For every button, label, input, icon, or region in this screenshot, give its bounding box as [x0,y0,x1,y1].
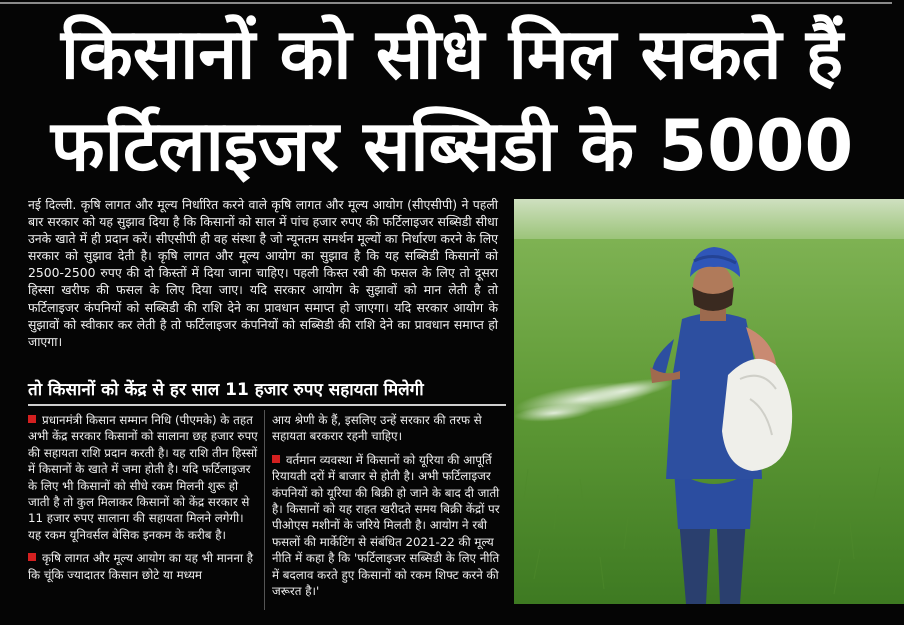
intro-paragraph: नई दिल्ली. कृषि लागत और मूल्य निर्धारित करने वाले कृषि लागत और मूल्य आयोग (सीएसीपी) ने पहली बार सरकार को यह सुझाव दिया है कि किसानों को साल में पांच हजार रुपए की फर्टिलाइजर सब्सिडी सीधा उनके खाते में ही प्रदान करें। सीएसीपी ही वह संस्था है जो न्यूनतम समर्थन मूल्यों का निर्धारण करने के लिए सरकार को सुझाव देती है। कृषि लागत और मूल्य आयोग का सुझाव है कि यह सब्सिडी किसानों को 2500-2500 रुपए की दो किस्तों में दिया जाना चाहिए। पहली किस्त रबी की फसल के लिए तो दूसरा हिस्सा खरीफ की फसल के लिए दिया जाए। यदि सरकार आयोग के सुझावों को मान लेती है तो फर्टिलाइजर कंपनियों को सब्सिडी की राशि देने का प्रावधान समाप्त हो जाएगा। यदि सरकार आयोग के सुझावों को स्वीकार कर लेती है तो फर्टिलाइजर कंपनियों को सब्सिडी की राशि देने का प्रावधान समाप्त हो जाएगा। [28,197,498,349]
bullet-square-icon [272,455,280,463]
bullet-square-icon [28,415,36,423]
right-paragraph-2 [272,452,504,600]
subheading-underline [28,404,506,406]
subheading: तो किसानों को केंद्र से हर साल 11 हजार रुपए सहायता मिलेगी [28,380,424,400]
headline-line-2: फर्टिलाइजर सब्सिडी के 5000 [50,105,854,187]
headline-line-1: किसानों को सीधे मिल सकते हैं [60,13,844,95]
right-paragraph-1: आय श्रेणी के हैं, इसलिए उन्हें सरकार की तरफ से सहायता बरकरार रहनी चाहिए। [272,413,482,444]
farmer-photo [514,199,904,604]
left-paragraph-1-text: प्रधानमंत्री किसान सम्मान निधि (पीएमके) के तहत अभी केंद्र सरकार किसानों को सालाना छह हजार रुपए की सहायता राशि प्रदान करती है। यह राशि तीन हिस्सों में किसानों के खाते में जमा होती है। यदि फर्टिलाइजर के लिए भी किसानों को सीधे रकम मिलनी शुरू हो जाती है तो कुल मिलाकर किसानों को केंद्र सरकार से 11 हजार रुपए सालाना की सहायता मिलने लगेगी। यह रकम यूनिवर्सल बेसिक इनकम के करीब है। [28,413,258,542]
top-rule [0,2,892,4]
right-paragraph-2-text: वर्तमान व्यवस्था में किसानों को यूरिया की आपूर्ति रियायती दरों में बाजार से होती है। अभी फर्टिलाइजर कंपनियों को यूरिया की बिक्री हो जाने के बाद दी जाती है। किसानों को यह राहत खरीदते समय बिक्री केंद्रों पर पीओएस मशीनों के जरिये मिलती है। आयोग ने रबी फसलों की मार्केटिंग से संबंधित 2021-22 की मूल्य नीति में कहा है कि 'फर्टिलाइजर सब्सिडी के लिए नीति में बदलाव करते हुए किसानों को रकम शिफ्ट करने की जरूरत है।' [272,452,500,599]
left-paragraph-1 [28,412,260,543]
left-paragraph-2-text: कृषि लागत और मूल्य आयोग का यह भी मानना है कि चूंकि ज्यादातर किसान छोटे या मध्यम [28,551,253,582]
right-column [272,412,504,606]
headline [0,8,904,192]
left-paragraph-2 [28,550,260,583]
left-column [28,412,260,590]
column-divider [264,410,265,610]
bullet-square-icon [28,553,36,561]
